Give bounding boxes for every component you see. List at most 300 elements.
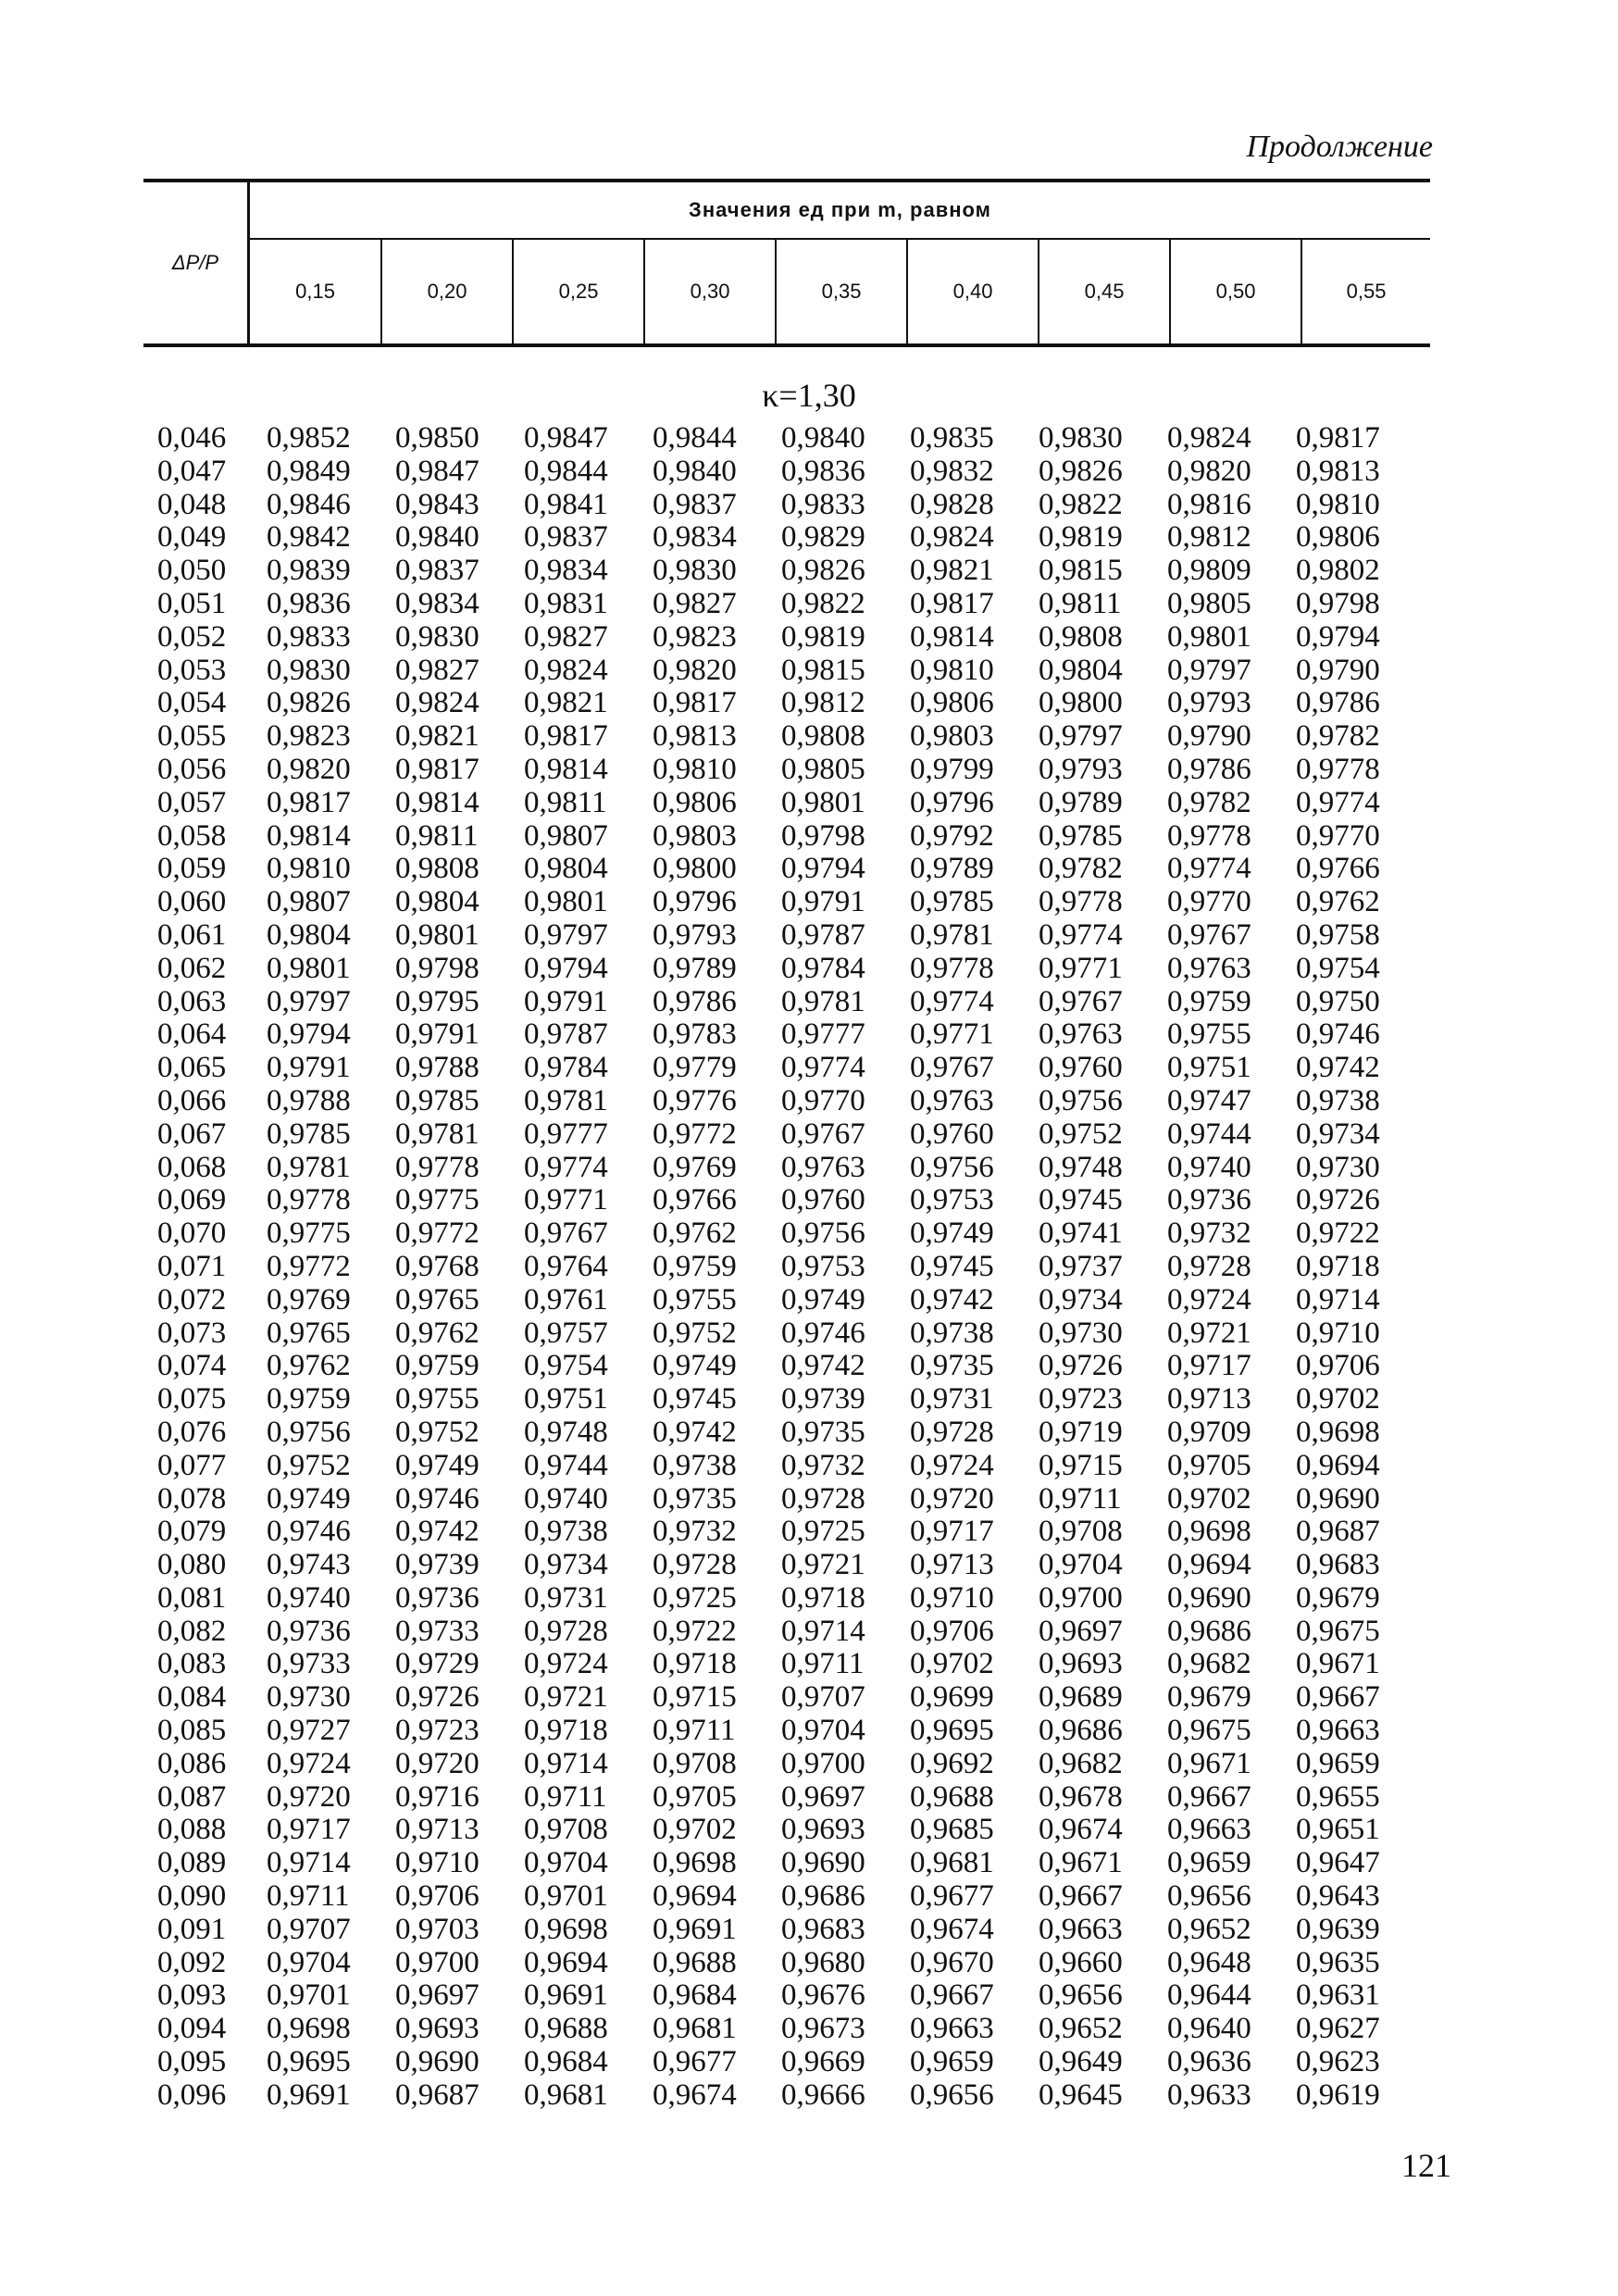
value-cell: 0,9640 [1167, 2012, 1251, 2046]
value-cell: 0,9820 [267, 752, 351, 786]
m-header: 0,50 [1170, 239, 1301, 345]
value-cell: 0,9775 [267, 1217, 351, 1251]
row-label-cell: 0,084 [157, 1680, 227, 1715]
value-cell: 0,9769 [653, 1150, 737, 1184]
value-cell: 0,9645 [1039, 2078, 1123, 2112]
row-label-cell: 0,093 [157, 1978, 227, 2013]
table-row [157, 2079, 1425, 2113]
value-cell: 0,9731 [910, 1382, 994, 1416]
value-cell: 0,9767 [910, 1051, 994, 1085]
value-cell: 0,9794 [1296, 619, 1380, 654]
table-row [157, 1085, 1425, 1118]
value-cell: 0,9830 [395, 619, 479, 654]
row-label-cell: 0,076 [157, 1415, 227, 1449]
value-cell: 0,9821 [395, 719, 479, 754]
value-cell: 0,9810 [910, 653, 994, 687]
value-cell: 0,9663 [910, 2012, 994, 2046]
value-cell: 0,9700 [1039, 1580, 1123, 1615]
value-cell: 0,9738 [1296, 1083, 1380, 1117]
row-label-cell: 0,087 [157, 1779, 227, 1814]
value-cell: 0,9844 [524, 454, 608, 488]
value-cell: 0,9707 [267, 1912, 351, 1946]
value-cell: 0,9721 [1167, 1316, 1251, 1350]
value-cell: 0,9702 [1167, 1481, 1251, 1516]
value-cell: 0,9690 [781, 1846, 865, 1880]
value-cell: 0,9746 [781, 1316, 865, 1350]
row-label-cell: 0,065 [157, 1051, 227, 1085]
table-row [157, 687, 1425, 720]
value-cell: 0,9752 [395, 1415, 479, 1449]
value-cell: 0,9742 [653, 1415, 737, 1449]
value-cell: 0,9681 [653, 2012, 737, 2046]
value-cell: 0,9711 [781, 1647, 865, 1681]
value-cell: 0,9652 [1039, 2012, 1123, 2046]
value-cell: 0,9649 [1039, 2045, 1123, 2079]
value-cell: 0,9811 [395, 818, 479, 853]
value-cell: 0,9805 [1167, 586, 1251, 620]
group-header: Значения eд при m, равном [249, 181, 1431, 239]
value-cell: 0,9728 [910, 1415, 994, 1449]
table-row [157, 2013, 1425, 2046]
value-cell: 0,9815 [1039, 554, 1123, 588]
value-cell: 0,9819 [1039, 520, 1123, 555]
value-cell: 0,9836 [781, 454, 865, 488]
table-row [157, 521, 1425, 555]
value-cell: 0,9820 [1167, 454, 1251, 488]
value-cell: 0,9691 [267, 2078, 351, 2112]
value-cell: 0,9680 [781, 1945, 865, 1979]
value-cell: 0,9755 [395, 1382, 479, 1416]
value-cell: 0,9820 [653, 653, 737, 687]
value-cell: 0,9802 [1296, 554, 1380, 588]
table-row [157, 621, 1425, 655]
row-label-cell: 0,056 [157, 752, 227, 786]
value-cell: 0,9757 [524, 1316, 608, 1350]
value-cell: 0,9791 [395, 1017, 479, 1052]
value-cell: 0,9735 [781, 1415, 865, 1449]
value-cell: 0,9722 [1296, 1217, 1380, 1251]
value-cell: 0,9675 [1296, 1614, 1380, 1648]
value-cell: 0,9667 [1296, 1680, 1380, 1715]
row-label-cell: 0,070 [157, 1217, 227, 1251]
table-row [157, 1781, 1425, 1815]
value-cell: 0,9751 [1167, 1051, 1251, 1085]
value-cell: 0,9827 [395, 653, 479, 687]
value-cell: 0,9728 [524, 1614, 608, 1648]
value-cell: 0,9772 [653, 1117, 737, 1151]
value-cell: 0,9711 [267, 1879, 350, 1914]
value-cell: 0,9728 [1167, 1249, 1251, 1283]
value-cell: 0,9679 [1167, 1680, 1251, 1715]
value-cell: 0,9700 [781, 1746, 865, 1780]
value-cell: 0,9814 [910, 619, 994, 654]
table-row [157, 1018, 1425, 1052]
row-label-cell: 0,080 [157, 1548, 227, 1582]
row-label-cell: 0,089 [157, 1846, 227, 1880]
value-cell: 0,9721 [524, 1680, 608, 1715]
value-cell: 0,9735 [653, 1481, 737, 1516]
value-cell: 0,9849 [267, 454, 351, 488]
value-cell: 0,9763 [781, 1150, 865, 1184]
value-cell: 0,9847 [395, 454, 479, 488]
value-cell: 0,9785 [910, 885, 994, 919]
value-cell: 0,9770 [781, 1083, 865, 1117]
row-label-cell: 0,073 [157, 1316, 227, 1350]
value-cell: 0,9717 [267, 1813, 351, 1847]
value-cell: 0,9627 [1296, 2012, 1380, 2046]
value-cell: 0,9714 [1296, 1282, 1380, 1316]
value-cell: 0,9781 [781, 984, 865, 1018]
value-cell: 0,9742 [910, 1282, 994, 1316]
value-cell: 0,9817 [395, 752, 479, 786]
value-cell: 0,9810 [1296, 487, 1380, 521]
value-cell: 0,9714 [524, 1746, 608, 1780]
value-cell: 0,9656 [1167, 1879, 1251, 1914]
value-cell: 0,9843 [395, 487, 479, 521]
value-cell: 0,9804 [267, 917, 351, 952]
value-cell: 0,9736 [1167, 1183, 1251, 1217]
value-cell: 0,9718 [653, 1647, 737, 1681]
value-cell: 0,9797 [1039, 719, 1123, 754]
value-cell: 0,9701 [524, 1879, 608, 1914]
value-cell: 0,9789 [910, 852, 994, 886]
value-cell: 0,9723 [1039, 1382, 1123, 1416]
value-cell: 0,9852 [267, 421, 351, 455]
value-cell: 0,9786 [1167, 752, 1251, 786]
value-cell: 0,9716 [395, 1779, 479, 1814]
value-cell: 0,9698 [1296, 1415, 1380, 1449]
value-cell: 0,9771 [524, 1183, 608, 1217]
value-cell: 0,9781 [267, 1150, 351, 1184]
value-cell: 0,9787 [781, 917, 865, 952]
value-cell: 0,9709 [1167, 1415, 1251, 1449]
value-cell: 0,9738 [910, 1316, 994, 1350]
value-cell: 0,9671 [1296, 1647, 1380, 1681]
value-cell: 0,9842 [267, 520, 351, 555]
value-cell: 0,9811 [1039, 586, 1122, 620]
value-cell: 0,9750 [1296, 984, 1380, 1018]
value-cell: 0,9827 [653, 586, 737, 620]
value-cell: 0,9746 [1296, 1017, 1380, 1052]
continuation-label: Продолжение [1246, 130, 1433, 164]
value-cell: 0,9722 [653, 1614, 737, 1648]
value-cell: 0,9732 [1167, 1217, 1251, 1251]
value-cell: 0,9747 [1167, 1083, 1251, 1117]
value-cell: 0,9708 [653, 1746, 737, 1780]
value-cell: 0,9782 [1167, 785, 1251, 819]
value-cell: 0,9766 [653, 1183, 737, 1217]
value-cell: 0,9740 [267, 1580, 351, 1615]
data-table-body [157, 422, 1425, 2113]
value-cell: 0,9753 [781, 1249, 865, 1283]
value-cell: 0,9771 [1039, 951, 1123, 985]
value-cell: 0,9760 [1039, 1051, 1123, 1085]
value-cell: 0,9751 [524, 1382, 608, 1416]
row-label-cell: 0,069 [157, 1183, 227, 1217]
value-cell: 0,9730 [1296, 1150, 1380, 1184]
value-cell: 0,9814 [395, 785, 479, 819]
row-label-cell: 0,064 [157, 1017, 227, 1052]
value-cell: 0,9734 [524, 1548, 608, 1582]
table-row [157, 1616, 1425, 1649]
value-cell: 0,9762 [395, 1316, 479, 1350]
value-cell: 0,9755 [1167, 1017, 1251, 1052]
value-cell: 0,9746 [395, 1481, 479, 1516]
table-row [157, 1582, 1425, 1616]
value-cell: 0,9755 [653, 1282, 737, 1316]
value-cell: 0,9688 [524, 2012, 608, 2046]
value-cell: 0,9698 [653, 1846, 737, 1880]
value-cell: 0,9693 [1039, 1647, 1123, 1681]
value-cell: 0,9787 [524, 1017, 608, 1052]
value-cell: 0,9803 [653, 818, 737, 853]
value-cell: 0,9698 [1167, 1515, 1251, 1549]
row-label-cell: 0,091 [157, 1912, 227, 1946]
value-cell: 0,9749 [781, 1282, 865, 1316]
value-cell: 0,9674 [653, 2078, 737, 2112]
value-cell: 0,9788 [395, 1051, 479, 1085]
value-cell: 0,9683 [781, 1912, 865, 1946]
value-cell: 0,9769 [267, 1282, 351, 1316]
row-label-cell: 0,051 [157, 586, 227, 620]
row-label-cell: 0,047 [157, 454, 227, 488]
row-label-cell: 0,061 [157, 917, 227, 952]
table-row [157, 1383, 1425, 1416]
value-cell: 0,9805 [781, 752, 865, 786]
value-cell: 0,9717 [1167, 1349, 1251, 1383]
value-cell: 0,9736 [267, 1614, 351, 1648]
table-row [157, 919, 1425, 953]
value-cell: 0,9804 [524, 852, 608, 886]
value-cell: 0,9817 [267, 785, 351, 819]
value-cell: 0,9759 [267, 1382, 351, 1416]
value-cell: 0,9704 [267, 1945, 351, 1979]
value-cell: 0,9678 [1039, 1779, 1123, 1814]
value-cell: 0,9756 [267, 1415, 351, 1449]
row-label-cell: 0,077 [157, 1448, 227, 1482]
value-cell: 0,9847 [524, 421, 608, 455]
value-cell: 0,9714 [267, 1846, 351, 1880]
value-cell: 0,9703 [395, 1912, 479, 1946]
value-cell: 0,9764 [524, 1249, 608, 1283]
value-cell: 0,9752 [653, 1316, 737, 1350]
table-row [157, 489, 1425, 522]
value-cell: 0,9806 [910, 686, 994, 720]
row-label-cell: 0,096 [157, 2078, 227, 2112]
value-cell: 0,9704 [781, 1714, 865, 1748]
value-cell: 0,9817 [653, 686, 737, 720]
value-cell: 0,9816 [1167, 487, 1251, 521]
value-cell: 0,9720 [267, 1779, 351, 1814]
value-cell: 0,9732 [653, 1515, 737, 1549]
value-cell: 0,9796 [653, 885, 737, 919]
value-cell: 0,9725 [653, 1580, 737, 1615]
value-cell: 0,9739 [395, 1548, 479, 1582]
row-label-cell: 0,057 [157, 785, 227, 819]
value-cell: 0,9704 [1039, 1548, 1123, 1582]
value-cell: 0,9777 [781, 1017, 865, 1052]
value-cell: 0,9777 [524, 1117, 608, 1151]
value-cell: 0,9778 [1167, 818, 1251, 853]
value-cell: 0,9776 [653, 1083, 737, 1117]
value-cell: 0,9830 [653, 554, 737, 588]
value-cell: 0,9707 [781, 1680, 865, 1715]
value-cell: 0,9667 [910, 1978, 994, 2013]
row-label-cell: 0,053 [157, 653, 227, 687]
value-cell: 0,9694 [524, 1945, 608, 1979]
table-row [157, 1847, 1425, 1880]
value-cell: 0,9742 [1296, 1051, 1380, 1085]
value-cell: 0,9670 [910, 1945, 994, 1979]
value-cell: 0,9655 [1296, 1779, 1380, 1814]
value-cell: 0,9754 [1296, 951, 1380, 985]
value-cell: 0,9778 [267, 1183, 351, 1217]
value-cell: 0,9698 [524, 1912, 608, 1946]
value-cell: 0,9840 [395, 520, 479, 555]
value-cell: 0,9701 [267, 1978, 351, 2013]
value-cell: 0,9808 [1039, 619, 1123, 654]
value-cell: 0,9752 [1039, 1117, 1123, 1151]
value-cell: 0,9684 [653, 1978, 737, 2013]
value-cell: 0,9789 [653, 951, 737, 985]
value-cell: 0,9754 [524, 1349, 608, 1383]
value-cell: 0,9813 [1296, 454, 1380, 488]
value-cell: 0,9765 [395, 1282, 479, 1316]
value-cell: 0,9749 [910, 1217, 994, 1251]
value-cell: 0,9733 [267, 1647, 351, 1681]
row-label-cell: 0,090 [157, 1879, 227, 1914]
value-cell: 0,9833 [781, 487, 865, 521]
value-cell: 0,9699 [910, 1680, 994, 1715]
value-cell: 0,9706 [910, 1614, 994, 1648]
value-cell: 0,9834 [395, 586, 479, 620]
value-cell: 0,9706 [395, 1879, 479, 1914]
row-label-cell: 0,088 [157, 1813, 227, 1847]
value-cell: 0,9835 [910, 421, 994, 455]
row-label-cell: 0,062 [157, 951, 227, 985]
value-cell: 0,9749 [395, 1448, 479, 1482]
value-cell: 0,9812 [781, 686, 865, 720]
row-label-cell: 0,068 [157, 1150, 227, 1184]
value-cell: 0,9713 [395, 1813, 479, 1847]
table-row [157, 1516, 1425, 1549]
value-cell: 0,9706 [1296, 1349, 1380, 1383]
value-cell: 0,9688 [910, 1779, 994, 1814]
value-cell: 0,9730 [1039, 1316, 1123, 1350]
value-cell: 0,9659 [910, 2045, 994, 2079]
value-cell: 0,9659 [1296, 1746, 1380, 1780]
value-cell: 0,9804 [395, 885, 479, 919]
table-row [157, 1251, 1425, 1284]
value-cell: 0,9694 [1167, 1548, 1251, 1582]
value-cell: 0,9850 [395, 421, 479, 455]
value-cell: 0,9763 [1167, 951, 1251, 985]
value-cell: 0,9823 [267, 719, 351, 754]
value-cell: 0,9756 [781, 1217, 865, 1251]
value-cell: 0,9840 [653, 454, 737, 488]
value-cell: 0,9694 [1296, 1448, 1380, 1482]
value-cell: 0,9774 [781, 1051, 865, 1085]
value-cell: 0,9841 [524, 487, 608, 521]
value-cell: 0,9793 [653, 917, 737, 952]
value-cell: 0,9801 [524, 885, 608, 919]
value-cell: 0,9691 [524, 1978, 608, 2013]
value-cell: 0,9688 [653, 1945, 737, 1979]
value-cell: 0,9667 [1039, 1879, 1123, 1914]
value-cell: 0,9791 [267, 1051, 351, 1085]
value-cell: 0,9733 [395, 1614, 479, 1648]
value-cell: 0,9760 [910, 1117, 994, 1151]
value-cell: 0,9721 [781, 1548, 865, 1582]
value-cell: 0,9789 [1039, 785, 1123, 819]
value-cell: 0,9677 [910, 1879, 994, 1914]
value-cell: 0,9767 [1039, 984, 1123, 1018]
value-cell: 0,9737 [1039, 1249, 1123, 1283]
value-cell: 0,9798 [395, 951, 479, 985]
value-cell: 0,9824 [1167, 421, 1251, 455]
m-header: 0,20 [381, 239, 513, 345]
value-cell: 0,9774 [910, 984, 994, 1018]
value-cell: 0,9717 [910, 1515, 994, 1549]
table-row [157, 1052, 1425, 1085]
value-cell: 0,9740 [524, 1481, 608, 1516]
row-label-cell: 0,078 [157, 1481, 227, 1516]
value-cell: 0,9817 [1296, 421, 1380, 455]
value-cell: 0,9792 [910, 818, 994, 853]
value-cell: 0,9652 [1167, 1912, 1251, 1946]
value-cell: 0,9837 [524, 520, 608, 555]
table-row [157, 1880, 1425, 1914]
value-cell: 0,9724 [910, 1448, 994, 1482]
value-cell: 0,9711 [1039, 1481, 1122, 1516]
value-cell: 0,9824 [910, 520, 994, 555]
value-cell: 0,9746 [267, 1515, 351, 1549]
value-cell: 0,9756 [1039, 1083, 1123, 1117]
value-cell: 0,9793 [1167, 686, 1251, 720]
value-cell: 0,9759 [395, 1349, 479, 1383]
value-cell: 0,9810 [653, 752, 737, 786]
value-cell: 0,9801 [781, 785, 865, 819]
m-header: 0,55 [1346, 280, 1387, 303]
value-cell: 0,9736 [395, 1580, 479, 1615]
value-cell: 0,9713 [1167, 1382, 1251, 1416]
value-cell: 0,9774 [524, 1150, 608, 1184]
value-cell: 0,9762 [653, 1217, 737, 1251]
value-cell: 0,9784 [524, 1051, 608, 1085]
value-cell: 0,9762 [267, 1349, 351, 1383]
value-cell: 0,9648 [1167, 1945, 1251, 1979]
value-cell: 0,9702 [653, 1813, 737, 1847]
value-cell: 0,9768 [395, 1249, 479, 1283]
value-cell: 0,9686 [781, 1879, 865, 1914]
row-label-cell: 0,050 [157, 554, 227, 588]
value-cell: 0,9778 [395, 1150, 479, 1184]
value-cell: 0,9774 [1039, 917, 1123, 952]
value-cell: 0,9681 [910, 1846, 994, 1880]
value-cell: 0,9671 [1167, 1746, 1251, 1780]
value-cell: 0,9734 [1296, 1117, 1380, 1151]
value-cell: 0,9814 [267, 818, 351, 853]
value-cell: 0,9801 [267, 951, 351, 985]
value-cell: 0,9683 [1296, 1548, 1380, 1582]
row-label-cell: 0,059 [157, 852, 227, 886]
value-cell: 0,9718 [1296, 1249, 1380, 1283]
value-cell: 0,9724 [524, 1647, 608, 1681]
value-cell: 0,9724 [267, 1746, 351, 1780]
value-cell: 0,9784 [781, 951, 865, 985]
table-row [157, 1118, 1425, 1152]
value-cell: 0,9837 [653, 487, 737, 521]
